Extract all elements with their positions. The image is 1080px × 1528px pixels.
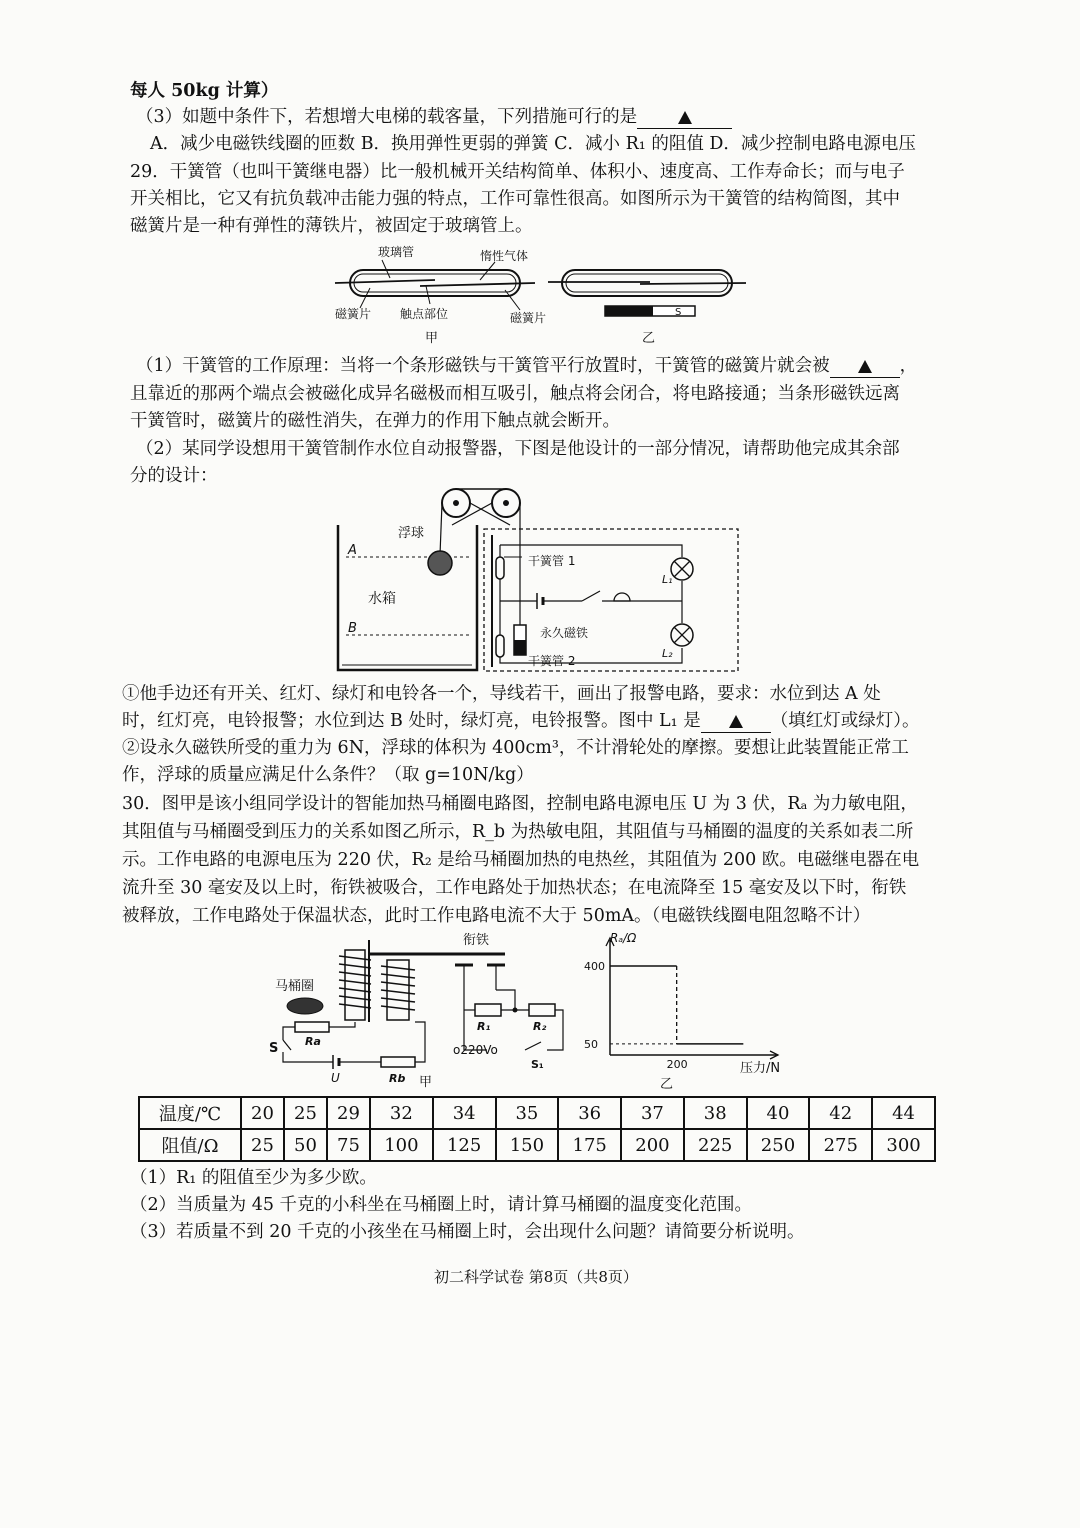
pressure-resistance-chart (580, 928, 790, 1096)
table-cell-resistance: 50 (284, 1129, 327, 1161)
table-cell-temperature: 35 (496, 1097, 559, 1129)
label-float: 浮球 (398, 526, 425, 541)
question-29-2-1: ①他手边还有开关、红灯、绿灯和电铃各一个，导线若干，画出了报警电路，要求：水位到达 A 处 (122, 684, 881, 704)
label-level-b: B (348, 621, 357, 636)
chart-x-tick: 200 (666, 1058, 688, 1071)
wire (415, 1022, 425, 1062)
wire (496, 990, 515, 1010)
chart-series (610, 966, 743, 1044)
rope (452, 503, 492, 525)
table-cell-resistance: 150 (496, 1129, 559, 1161)
bell-icon (614, 593, 630, 601)
label-level-a: A (348, 543, 357, 558)
table-cell-resistance: 75 (327, 1129, 370, 1161)
question-29-2-2: ②设永久磁铁所受的重力为 6N，浮球的体积为 400cm³，不计滑轮处的摩擦。要想让此装置能正常工 (122, 738, 909, 758)
label-rb: Rb (389, 1072, 406, 1085)
table-cell-temperature: 37 (621, 1097, 684, 1129)
question-30-1: （1）R₁ 的阻值至少为多少欧。 (130, 1168, 377, 1188)
label-l2: L₂ (662, 647, 673, 660)
rope (440, 503, 442, 555)
reed-switch-1 (496, 557, 504, 579)
table-cell-temperature: 38 (684, 1097, 747, 1129)
caption-jia: 甲 (419, 1075, 433, 1090)
table-row-temperature (139, 1097, 935, 1129)
answer-blank[interactable] (637, 106, 732, 129)
question-29-intro: 29．干簧管（也叫干簧继电器）比一般机械开关结构简单、体积小、速度高、工作寿命长；而与电子 (130, 162, 905, 182)
label-r2: R₂ (533, 1020, 547, 1033)
text-line: 分的设计： (130, 466, 218, 486)
table-cell-resistance: 250 (747, 1129, 810, 1161)
table-cell-temperature: 25 (284, 1097, 327, 1129)
tank-wall (338, 525, 477, 670)
table-cell-temperature: 36 (558, 1097, 621, 1129)
switch-s (283, 1040, 291, 1050)
caption-jia: 甲 (425, 331, 439, 346)
label-glass-tube: 玻璃管 (378, 245, 415, 259)
text-line (122, 710, 920, 733)
resistor-rb (381, 1057, 415, 1067)
leader-line (360, 288, 370, 308)
label-reed-right: 磁簧片 (510, 311, 547, 325)
question-30-3: （3）若质量不到 20 千克的小孩坐在马桶圈上时，会出现什么问题？请简要分析说明。 (130, 1222, 805, 1242)
reed-right (640, 283, 746, 284)
triangle-icon (729, 715, 743, 728)
table-cell-resistance: 100 (370, 1129, 433, 1161)
triangle-icon (678, 111, 692, 124)
question-28-3 (136, 106, 732, 129)
label-magnet: 永久磁铁 (540, 626, 589, 640)
text-line: 示。工作电路的电源电压为 220 伏，R₂ 是给马桶圈加热的电热丝，其阻值为 200 欧。电磁继电器在电 (122, 850, 920, 870)
text-line: 其阻值与马桶圈受到压力的关系如图乙所示，R_b 为热敏电阻，其阻值与马桶圈的温度的关系如表二所 (122, 822, 914, 842)
toilet-seat-circuit-figure (265, 930, 575, 1090)
label-ra: Ra (305, 1035, 321, 1048)
label-s: S (269, 1041, 279, 1056)
question-text: （1）干簧管的工作原理：当将一个条形磁铁与干簧管平行放置时，干簧管的磁簧片就会被 (136, 356, 830, 376)
glass-tube-inner (354, 274, 516, 292)
label-220v: o220Vo (453, 1043, 498, 1057)
label-armature: 衔铁 (463, 933, 490, 948)
table-cell-resistance: 200 (621, 1129, 684, 1161)
toilet-seat-icon (287, 998, 323, 1014)
table-cell-resistance: 125 (433, 1129, 496, 1161)
switch-s1 (525, 1042, 541, 1050)
table-cell-temperature: 32 (370, 1097, 433, 1129)
table-cell-temperature: 20 (241, 1097, 284, 1129)
table-cell-resistance: 275 (809, 1129, 872, 1161)
table-cell-temperature: 44 (872, 1097, 935, 1129)
switch-blade (582, 591, 600, 601)
triangle-icon (858, 360, 872, 373)
pulley-axle (453, 500, 459, 506)
label-contact: 触点部位 (400, 307, 449, 321)
resistor-r2 (529, 1004, 555, 1016)
chart-ylabel: Rₐ/Ω (610, 931, 637, 945)
table-cell-temperature: 34 (433, 1097, 496, 1129)
text-line: 干簧管时，磁簧片的磁性消失，在弹力的作用下触点就会断开。 (130, 411, 620, 431)
table-row-resistance (139, 1129, 935, 1161)
table-header-temperature: 温度/℃ (139, 1097, 241, 1129)
label-l1: L₁ (662, 573, 673, 586)
text-line: 被释放，工作电路处于保温状态，此时工作电路电流不大于 50mA。（电磁铁线圈电阻忽略不计） (122, 906, 871, 926)
question-text: （填红灯或绿灯）。 (770, 711, 920, 731)
question-29-2: （2）某同学设想用干簧管制作水位自动报警器，下图是他设计的一部分情况，请帮助他完成其余部 (136, 439, 900, 459)
leader-line (505, 290, 520, 310)
text-line: 流升至 30 毫安及以上时，衔铁被吸合，工作电路处于加热状态；在电流降至 15 毫安及以下时，衔铁 (122, 878, 907, 898)
wire (329, 1022, 355, 1027)
float-ball (428, 551, 452, 575)
answer-blank[interactable] (830, 355, 900, 378)
chart-axes (584, 938, 778, 1071)
chart-y-tick: 50 (584, 1037, 598, 1051)
text-line: 磁簧片是一种有弹性的薄铁片，被固定于玻璃管上。 (130, 216, 533, 236)
caption-yi: 乙 (642, 331, 656, 346)
table-cell-temperature: 40 (747, 1097, 810, 1129)
chart-xlabel: 压力/N (740, 1061, 781, 1076)
resistor-ra (295, 1022, 329, 1032)
label-tank: 水箱 (368, 591, 396, 607)
table-cell-resistance: 175 (558, 1129, 621, 1161)
wire (283, 1052, 333, 1062)
label-reed-left: 磁簧片 (335, 307, 372, 321)
temperature-resistance-table (138, 1096, 936, 1162)
text-line: 作，浮球的质量应满足什么条件？（取 g=10N/kg） (122, 765, 534, 785)
table-cell-resistance: 225 (684, 1129, 747, 1161)
label-reed-2: 干簧管 2 (528, 654, 576, 668)
options-line: A．减少电磁铁线圈的匝数 B．换用弹性更弱的弹簧 C．减小 R₁ 的阻值 D．减少控制电路电源电压 (150, 134, 916, 154)
table-header-resistance: 阻值/Ω (139, 1129, 241, 1161)
magnet-s-label: S (675, 307, 682, 318)
label-seat: 马桶圈 (275, 979, 315, 994)
reed-switch-figure (330, 240, 750, 350)
page-footer: 初二科学试卷 第8页（共8页） (434, 1268, 638, 1286)
text-line: 每人 50kg 计算） (130, 81, 279, 101)
question-29-1: （1）干簧管的工作原理：当将一个条形磁铁与干簧管平行放置时，干簧管的磁簧片就会被 ， (136, 356, 918, 376)
resistor-r1 (475, 1004, 501, 1016)
chart-y-tick: 400 (584, 960, 605, 973)
table-cell-temperature: 29 (327, 1097, 370, 1129)
reed-right (420, 283, 535, 286)
pulley-axle (503, 500, 509, 506)
question-text: （3）如题中条件下，若想增大电梯的载客量，下列措施可行的是 (136, 107, 638, 127)
label-reed-1: 干簧管 1 (528, 554, 576, 568)
question-30-intro: 30．图甲是该小组同学设计的智能加热马桶圈电路图，控制电路电源电压 U 为 3 伏，Rₐ 为力敏电阻， (122, 794, 918, 814)
text-line: 且靠近的那两个端点会被磁化成异名磁极而相互吸引，触点将会闭合，将电路接通；当条形磁铁远离 (130, 384, 900, 404)
text-line: 开关相比，它又有抗负载冲击能力强的特点，工作可靠性很高。如图所示为干簧管的结构简图，其中 (130, 189, 900, 209)
label-s1: S₁ (531, 1058, 544, 1071)
table-cell-resistance: 25 (241, 1129, 284, 1161)
wire (283, 1027, 295, 1040)
magnet-pole (514, 640, 526, 655)
label-u: U (331, 1071, 340, 1085)
reed-switch-2 (496, 635, 504, 657)
label-r1: R₁ (477, 1020, 491, 1033)
water-level-alarm-figure (332, 485, 744, 677)
label-inert-gas: 惰性气体 (480, 249, 529, 263)
core-left (345, 950, 365, 1020)
caption-yi: 乙 (660, 1077, 674, 1092)
table-cell-resistance: 300 (872, 1129, 935, 1161)
magnet-n-pole (605, 306, 653, 316)
coil-windings (339, 956, 415, 1010)
rope (470, 503, 510, 525)
question-30-2: （2）当质量为 45 千克的小科坐在马桶圈上时，请计算马桶圈的温度变化范围。 (130, 1195, 753, 1215)
answer-blank[interactable] (701, 710, 771, 733)
question-text: 时，红灯亮，电铃报警；水位到达 B 处时，绿灯亮，电铃报警。图中 L₁ 是 (122, 711, 701, 731)
table-cell-temperature: 42 (809, 1097, 872, 1129)
